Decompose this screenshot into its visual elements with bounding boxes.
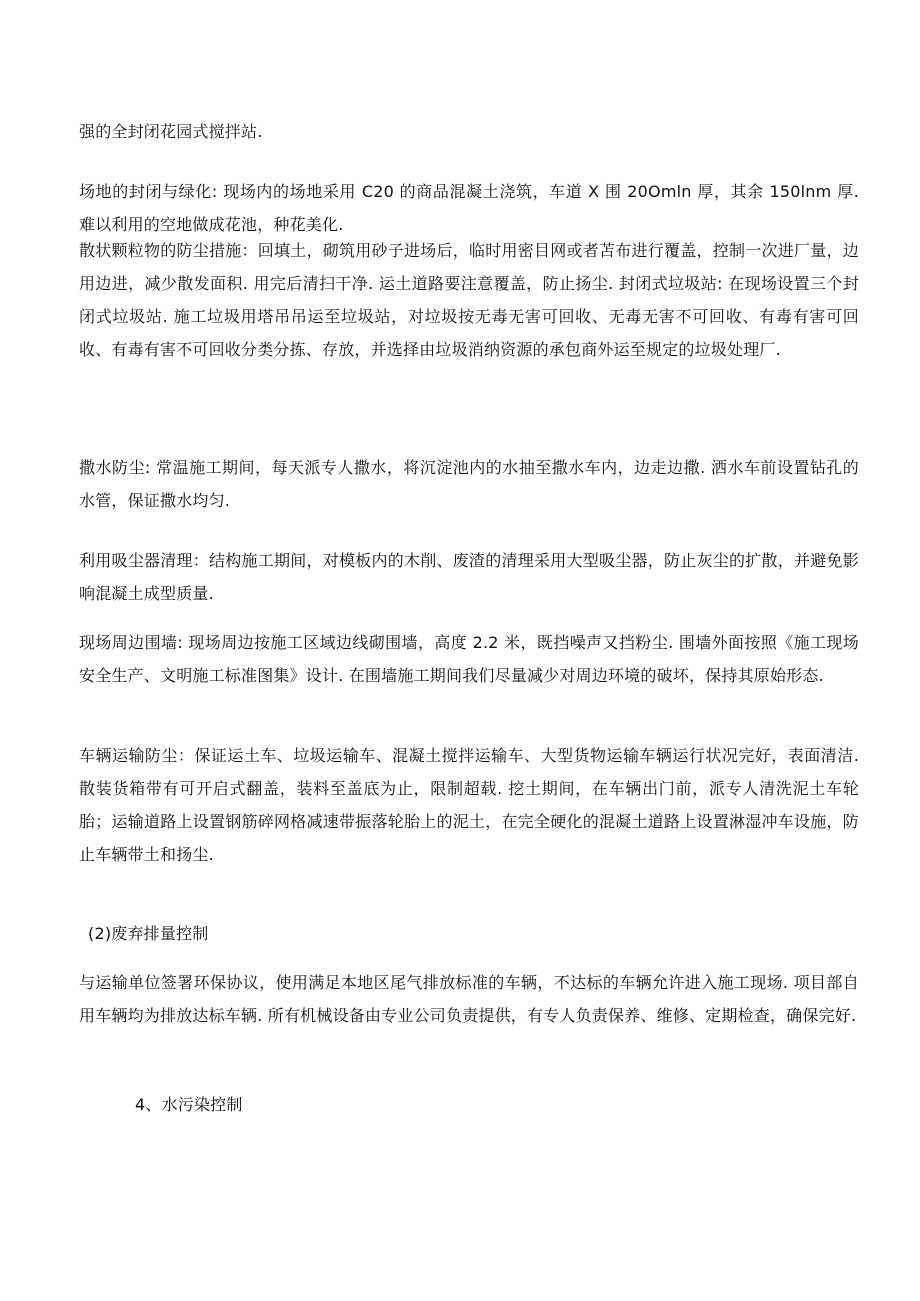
paragraph-granular-dust-control: 散状颗粒物的防尘措施：回填土，砌筑用砂子进场后，临时用密目网或者苫布进行覆盖，控制一次进厂量，边用边进，减少散发面积. 用完后清扫干净. 运土道路要注意覆盖，防止扬尘. 封闭式垃圾站: 在现场设置三个封闭式垃圾站. 施工垃圾用塔吊吊运至垃圾站，对垃圾按无毒无害可回收、无毒无害不可回收、有毒有害可回收、有毒有害不可回收分类分拣、存放，并选择由垃圾消纳资源的承包商外运至规定的垃圾处理厂. bbox=[79, 241, 859, 359]
paragraph-vacuum-cleaning: 利用吸尘器清理：结构施工期间，对模板内的木削、废渣的清理采用大型吸尘器，防止灰尘的扩散，并避免影响混凝土成型质量. bbox=[79, 551, 859, 603]
section-heading-waste-emission: (2)废弃排量控制 bbox=[88, 924, 209, 943]
paragraph-perimeter-wall: 现场周边围墙: 现场周边按施工区域边线砌围墙，高度 2.2 米，既挡噪声又挡粉尘. 围墙外面按照《施工现场安全生产、文明施工标准图集》设计. 在围墙施工期间我们尽量减少对周边环境的破坏，保持其原始形态. bbox=[79, 633, 859, 685]
paragraph-mixing-station: 强的全封闭花园式搅拌站. bbox=[79, 122, 263, 141]
paragraph-vehicle-dust: 车辆运输防尘：保证运土车、垃圾运输车、混凝土搅拌运输车、大型货物运输车辆运行状况完好，表面清洁. 散装货箱带有可开启式翻盖，装料至盖底为止，限制超载. 挖土期间，在车辆出门前，派专人清洗泥土车轮胎；运输道路上设置钢筋碎网格减速带振落轮胎上的泥土，在完全硬化的混凝土道路上设置淋湿冲车设施，防止车辆带土和扬尘. bbox=[79, 746, 859, 864]
paragraph-site-sealing-greening: 场地的封闭与绿化: 现场内的场地采用 C20 的商品混凝土浇筑，车道 X 围 20Omln 厚，其余 150lnm 厚. 难以利用的空地做成花池，种花美化. bbox=[79, 182, 859, 234]
section-heading-water-pollution: 4、水污染控制 bbox=[135, 1095, 243, 1114]
paragraph-water-spraying: 撒水防尘: 常温施工期间，每天派专人撒水，将沉淀池内的水抽至撒水车内，边走边撒. 洒水车前设置钻孔的水管，保证撒水均匀. bbox=[79, 458, 859, 510]
paragraph-transport-agreement: 与运输单位签署环保协议，使用满足本地区尾气排放标准的车辆，不达标的车辆允许进入施工现场. 项目部自用车辆均为排放达标车辆. 所有机械设备由专业公司负责提供，有专人负责保养、维修、定期检查，确保完好. bbox=[79, 973, 859, 1025]
